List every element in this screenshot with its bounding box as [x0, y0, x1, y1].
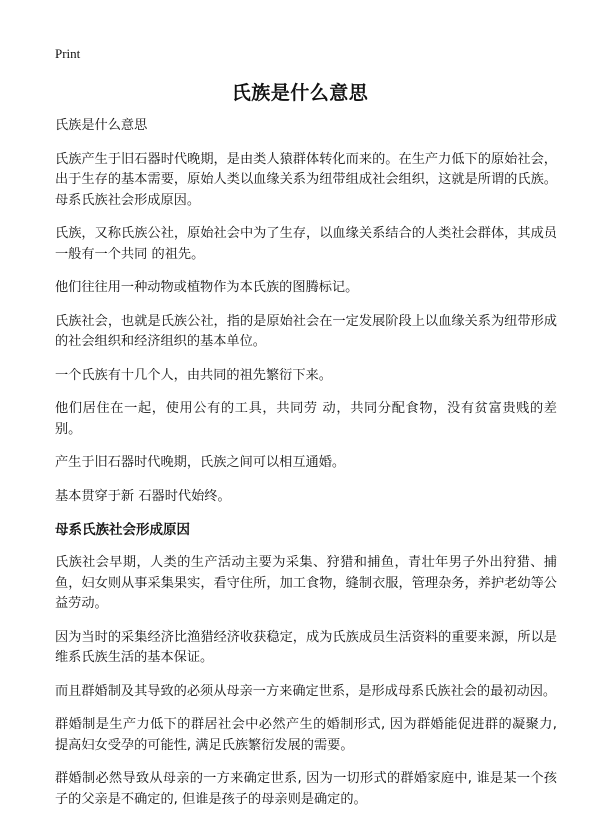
paragraph: 他们往往用一种动物或植物作为本氏族的图腾标记。 [55, 280, 359, 295]
paragraph: 一个氏族有十几个人，由共同的祖先繁衍下来。 [55, 367, 332, 383]
paragraph: 因为当时的采集经济比渔猎经济收获稳定，成为氏族成员生活资料的重要来源，所以是维系氏族生活的基本保证。 [55, 629, 557, 665]
page-title: 氏族是什么意思 [231, 82, 369, 104]
article-body [55, 116, 557, 823]
paragraph: 群婚制是生产力低下的群居社会中必然产生的婚制形式, 因为群婚能促进群的凝聚力, 提高妇女受孕的可能性, 满足氏族繁衍发展的需要。 [55, 717, 557, 753]
paragraph: 氏族社会，也就是氏族公社，指的是原始社会在一定发展阶段上以血缘关系为纽带形成的社会组织和经济组织的基本单位。 [55, 313, 557, 349]
section-heading: 母系氏族社会形成原因 [55, 522, 190, 538]
paragraph: 氏族社会早期，人类的生产活动主要为采集、狩猎和捕鱼，青壮年男子外出狩猎、捕鱼，妇女则从事采集果实，看守住所，加工食物，缝制衣服，管理杂务，养护老幼等公益劳动。 [55, 555, 557, 611]
paragraph: 产生于旧石器时代晚期，氏族之间可以相互通婚。 [55, 455, 346, 470]
paragraph: 他们居住在一起，使用公有的工具，共同劳 动，共同分配食物，没有贫富贵贱的差别。 [55, 401, 557, 437]
paragraph: 氏族，又称氏族公社，原始社会中为了生存，以血缘关系结合的人类社会群体，其成员一般有一个共同 的祖先。 [55, 226, 557, 262]
paragraph: 而且群婚制及其导致的必须从母亲一方来确定世系，是形成母系氏族社会的最初动因。 [55, 683, 557, 699]
paragraph: 群婚制必然导致从母亲的一方来确定世系, 因为一切形式的群婚家庭中, 谁是某一个孩子的父亲是不确定的, 但谁是孩子的母亲则是确定的。 [55, 771, 557, 807]
paragraph: 基本贯穿于新 石器时代始终。 [55, 488, 231, 504]
paragraph: 氏族产生于旧石器时代晚期，是由类人猿群体转化而来的。在生产力低下的原始社会，出于生存的基本需要，原始人类以血缘关系为纽带组成社会组织，这就是所谓的氏族。母系氏族社会形成原因。 [55, 151, 557, 208]
print-link[interactable]: Print [55, 46, 81, 61]
paragraph: 氏族是什么意思 [55, 118, 148, 133]
